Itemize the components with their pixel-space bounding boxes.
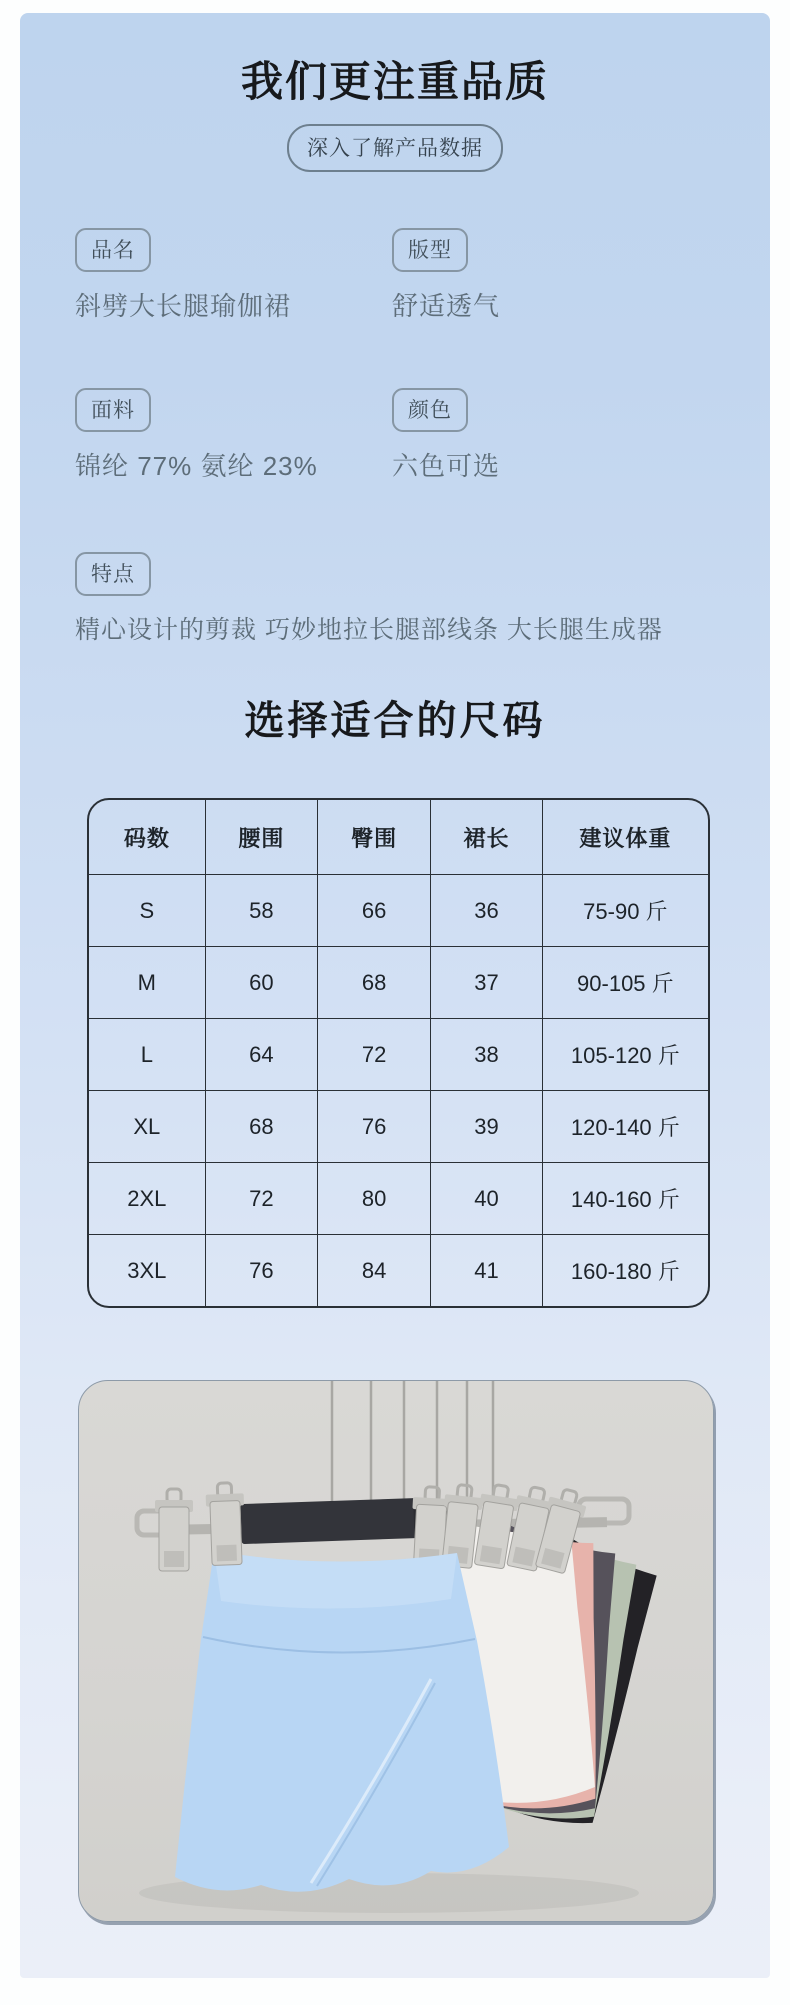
table-row (89, 947, 708, 1019)
subtitle-text: 深入了解产品数据 (307, 137, 483, 160)
cell-length: 36 (431, 875, 542, 947)
table-row (89, 1235, 708, 1306)
product-info-panel (20, 13, 770, 1978)
cell-hip: 68 (318, 947, 431, 1019)
spec-fabric (75, 388, 318, 483)
cell-waist: 60 (206, 947, 318, 1019)
spec-value: 斜劈大长腿瑜伽裙 (75, 291, 292, 321)
cell-weight: 120-140 斤 (543, 1091, 708, 1163)
col-header-length: 裙长 (431, 800, 542, 875)
page-title: 我们更注重品质 (240, 58, 549, 105)
size-section-heading: 选择适合的尺码 (244, 699, 546, 743)
cell-size: M (89, 947, 206, 1019)
col-header-weight: 建议体重 (543, 800, 708, 875)
spec-label-pill: 版型 (392, 228, 468, 272)
cell-weight: 160-180 斤 (570, 1259, 680, 1284)
spec-value: 锦纶 77% 氨纶 23% (75, 451, 318, 481)
cell-length: 39 (431, 1091, 542, 1163)
cell-size: XL (89, 1091, 206, 1163)
col-header-size: 码数 (89, 800, 206, 875)
size-table-header-row (89, 800, 708, 875)
cell-size: S (89, 875, 206, 947)
spec-value: 舒适透气 (392, 291, 501, 321)
spec-features (75, 552, 663, 646)
cell-waist: 72 (206, 1163, 318, 1235)
col-header-hip: 臀围 (318, 800, 431, 875)
cell-hip: 72 (318, 1019, 431, 1091)
cell-hip: 84 (318, 1235, 431, 1306)
cell-weight: 140-160 斤 (543, 1163, 708, 1235)
skirts-on-hangers-illustration (79, 1381, 713, 1921)
table-row (89, 1091, 708, 1163)
cell-waist: 76 (206, 1235, 318, 1306)
cell-length: 37 (431, 947, 542, 1019)
spec-value: 六色可选 (392, 451, 501, 481)
spec-label-pill: 品名 (75, 228, 151, 272)
cell-length: 38 (431, 1019, 542, 1091)
col-header-waist: 腰围 (206, 800, 318, 875)
cell-length: 40 (431, 1163, 542, 1235)
table-row (89, 1163, 708, 1235)
cell-waist: 64 (206, 1019, 318, 1091)
spec-color (392, 388, 500, 483)
product-photo (78, 1380, 714, 1922)
table-row (89, 875, 708, 947)
cell-hip: 80 (318, 1163, 431, 1235)
black-hanger-bar (240, 1498, 421, 1544)
cell-waist: 68 (206, 1091, 318, 1163)
spec-product-name (75, 228, 291, 323)
subtitle-badge (287, 124, 503, 172)
cell-hip: 76 (318, 1091, 431, 1163)
waistband-highlight (214, 1551, 457, 1609)
spec-label-pill: 面料 (75, 388, 151, 432)
cell-size: 3XL (89, 1235, 206, 1306)
cell-hip: 66 (318, 875, 431, 947)
spec-fit (392, 228, 500, 323)
table-row (89, 1019, 708, 1091)
cell-size: 2XL (89, 1163, 206, 1235)
size-table (87, 798, 710, 1308)
spec-label-pill: 特点 (75, 552, 151, 596)
cell-weight: 90-105 斤 (543, 947, 708, 1019)
cell-weight: 75-90 斤 (543, 875, 708, 947)
cell-weight: 105-120 斤 (543, 1019, 708, 1091)
cell-size: L (89, 1019, 206, 1091)
spec-value: 精心设计的剪裁 巧妙地拉长腿部线条 大长腿生成器 (75, 616, 663, 644)
cell-length: 41 (431, 1235, 542, 1306)
cell-waist: 58 (206, 875, 318, 947)
spec-label-pill: 颜色 (392, 388, 468, 432)
